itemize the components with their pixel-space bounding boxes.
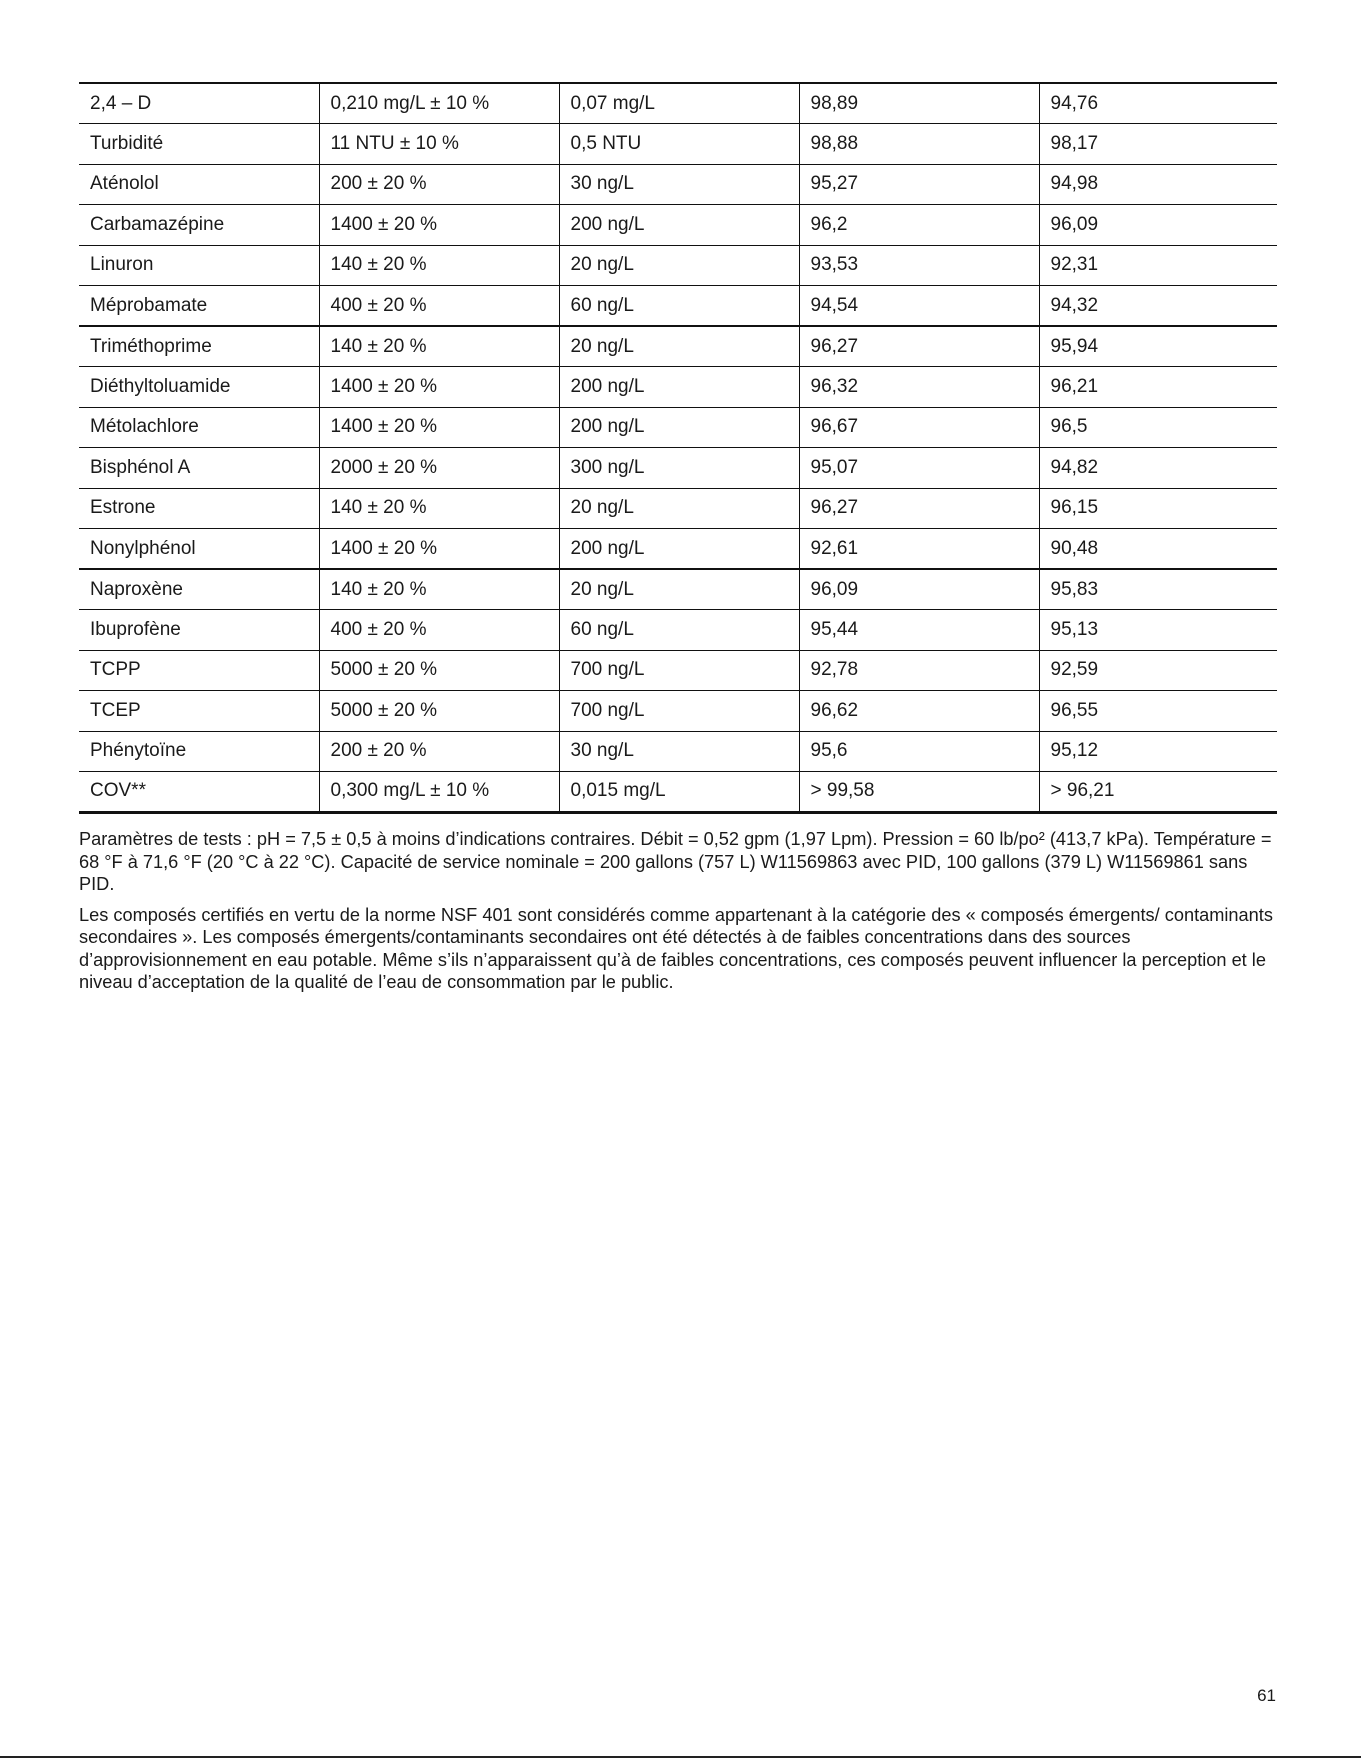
- reduction-avg-cell: > 99,58: [799, 772, 1039, 813]
- reduction-avg-cell: 96,09: [799, 569, 1039, 610]
- influent-challenge-cell: 140 ± 20 %: [319, 488, 559, 529]
- max-effluent-cell: 0,07 mg/L: [559, 83, 799, 124]
- contaminant-name-cell: Carbamazépine: [79, 205, 319, 246]
- reduction-avg-cell: 98,88: [799, 124, 1039, 165]
- max-effluent-cell: 60 ng/L: [559, 610, 799, 651]
- table-row: [79, 83, 1277, 124]
- table-row: [79, 488, 1277, 529]
- table-row: [79, 367, 1277, 408]
- max-effluent-cell: 700 ng/L: [559, 691, 799, 732]
- influent-challenge-cell: 11 NTU ± 10 %: [319, 124, 559, 165]
- contaminant-reduction-table: [79, 82, 1277, 814]
- reduction-avg-cell: 98,89: [799, 83, 1039, 124]
- max-effluent-cell: 0,015 mg/L: [559, 772, 799, 813]
- influent-challenge-cell: 0,300 mg/L ± 10 %: [319, 772, 559, 813]
- contaminant-name-cell: Bisphénol A: [79, 448, 319, 489]
- table-row: [79, 610, 1277, 651]
- max-effluent-cell: 20 ng/L: [559, 569, 799, 610]
- contaminant-name-cell: COV**: [79, 772, 319, 813]
- page-number: 61: [1257, 1686, 1276, 1705]
- bottom-rule: [0, 1756, 1361, 1758]
- influent-challenge-cell: 0,210 mg/L ± 10 %: [319, 83, 559, 124]
- reduction-min-cell: 94,32: [1039, 286, 1277, 327]
- reduction-min-cell: 95,83: [1039, 569, 1277, 610]
- table-row: [79, 569, 1277, 610]
- contaminant-name-cell: Nonylphénol: [79, 529, 319, 570]
- reduction-min-cell: 96,09: [1039, 205, 1277, 246]
- reduction-min-cell: 95,13: [1039, 610, 1277, 651]
- influent-challenge-cell: 140 ± 20 %: [319, 569, 559, 610]
- influent-challenge-cell: 140 ± 20 %: [319, 326, 559, 367]
- influent-challenge-cell: 400 ± 20 %: [319, 286, 559, 327]
- table-row: [79, 286, 1277, 327]
- reduction-avg-cell: 96,32: [799, 367, 1039, 408]
- max-effluent-cell: 200 ng/L: [559, 205, 799, 246]
- reduction-avg-cell: 93,53: [799, 245, 1039, 286]
- contaminant-name-cell: Turbidité: [79, 124, 319, 165]
- reduction-min-cell: 98,17: [1039, 124, 1277, 165]
- contaminant-name-cell: Linuron: [79, 245, 319, 286]
- influent-challenge-cell: 1400 ± 20 %: [319, 367, 559, 408]
- max-effluent-cell: 300 ng/L: [559, 448, 799, 489]
- reduction-min-cell: 96,5: [1039, 407, 1277, 448]
- table-row: [79, 650, 1277, 691]
- contaminant-name-cell: Métolachlore: [79, 407, 319, 448]
- reduction-min-cell: 96,21: [1039, 367, 1277, 408]
- influent-challenge-cell: 2000 ± 20 %: [319, 448, 559, 489]
- reduction-avg-cell: 95,6: [799, 731, 1039, 772]
- table-row: [79, 529, 1277, 570]
- reduction-avg-cell: 96,67: [799, 407, 1039, 448]
- max-effluent-cell: 20 ng/L: [559, 326, 799, 367]
- contaminant-name-cell: Diéthyltoluamide: [79, 367, 319, 408]
- reduction-avg-cell: 95,07: [799, 448, 1039, 489]
- reduction-avg-cell: 94,54: [799, 286, 1039, 327]
- max-effluent-cell: 200 ng/L: [559, 529, 799, 570]
- reduction-min-cell: 94,98: [1039, 164, 1277, 205]
- reduction-avg-cell: 95,44: [799, 610, 1039, 651]
- influent-challenge-cell: 1400 ± 20 %: [319, 407, 559, 448]
- influent-challenge-cell: 200 ± 20 %: [319, 731, 559, 772]
- reduction-avg-cell: 95,27: [799, 164, 1039, 205]
- reduction-min-cell: 92,59: [1039, 650, 1277, 691]
- reduction-min-cell: 94,76: [1039, 83, 1277, 124]
- notes-section: [79, 828, 1279, 1002]
- table-body: [79, 83, 1277, 812]
- table-row: [79, 691, 1277, 732]
- nsf401-statement: Les composés certifiés en vertu de la norme NSF 401 sont considérés comme appartenant à la catégorie des « composés émergents/ contaminants secondaires ». Les composés émergents/contaminants secondaires ont été détectés à de faibles concentrations dans des sources d’approvisionnement en eau potable. Même s’ils n’apparaissent qu’à de faibles concentrations, ces composés peuvent influencer la perception et le niveau d’acceptation de la qualité de l’eau de consommation par le public.: [79, 904, 1273, 992]
- reduction-min-cell: 94,82: [1039, 448, 1277, 489]
- reduction-avg-cell: 92,78: [799, 650, 1039, 691]
- contaminant-name-cell: TCEP: [79, 691, 319, 732]
- influent-challenge-cell: 200 ± 20 %: [319, 164, 559, 205]
- contaminant-name-cell: Estrone: [79, 488, 319, 529]
- influent-challenge-cell: 1400 ± 20 %: [319, 529, 559, 570]
- test-parameters-note: Paramètres de tests : pH = 7,5 ± 0,5 à moins d’indications contraires. Débit = 0,52 gpm (1,97 Lpm). Pression = 60 lb/po² (413,7 kPa). Température = 68 °F à 71,6 °F (20 °C à 22 °C). Capacité de service nominale = 200 gallons (757 L) W11569863 avec PID, 100 gallons (379 L) W11569861 sans PID.: [79, 829, 1272, 894]
- max-effluent-cell: 30 ng/L: [559, 164, 799, 205]
- influent-challenge-cell: 5000 ± 20 %: [319, 650, 559, 691]
- reduction-min-cell: 95,12: [1039, 731, 1277, 772]
- contaminant-name-cell: Méprobamate: [79, 286, 319, 327]
- contaminant-name-cell: Naproxène: [79, 569, 319, 610]
- contaminant-name-cell: 2,4 – D: [79, 83, 319, 124]
- reduction-min-cell: 92,31: [1039, 245, 1277, 286]
- table-row: [79, 448, 1277, 489]
- max-effluent-cell: 20 ng/L: [559, 245, 799, 286]
- max-effluent-cell: 200 ng/L: [559, 367, 799, 408]
- max-effluent-cell: 0,5 NTU: [559, 124, 799, 165]
- contaminant-name-cell: Phénytoïne: [79, 731, 319, 772]
- contaminant-name-cell: Aténolol: [79, 164, 319, 205]
- contaminant-name-cell: TCPP: [79, 650, 319, 691]
- influent-challenge-cell: 140 ± 20 %: [319, 245, 559, 286]
- max-effluent-cell: 20 ng/L: [559, 488, 799, 529]
- contaminant-name-cell: Triméthoprime: [79, 326, 319, 367]
- reduction-avg-cell: 92,61: [799, 529, 1039, 570]
- max-effluent-cell: 60 ng/L: [559, 286, 799, 327]
- max-effluent-cell: 700 ng/L: [559, 650, 799, 691]
- table-row: [79, 407, 1277, 448]
- reduction-min-cell: 95,94: [1039, 326, 1277, 367]
- influent-challenge-cell: 1400 ± 20 %: [319, 205, 559, 246]
- table-row: [79, 124, 1277, 165]
- reduction-avg-cell: 96,27: [799, 326, 1039, 367]
- reduction-min-cell: 96,55: [1039, 691, 1277, 732]
- influent-challenge-cell: 5000 ± 20 %: [319, 691, 559, 732]
- table-row: [79, 772, 1277, 813]
- reduction-min-cell: 90,48: [1039, 529, 1277, 570]
- max-effluent-cell: 200 ng/L: [559, 407, 799, 448]
- max-effluent-cell: 30 ng/L: [559, 731, 799, 772]
- reduction-avg-cell: 96,27: [799, 488, 1039, 529]
- table-row: [79, 164, 1277, 205]
- reduction-min-cell: > 96,21: [1039, 772, 1277, 813]
- table-row: [79, 731, 1277, 772]
- table-row: [79, 205, 1277, 246]
- influent-challenge-cell: 400 ± 20 %: [319, 610, 559, 651]
- contaminant-name-cell: Ibuprofène: [79, 610, 319, 651]
- table-row: [79, 245, 1277, 286]
- reduction-avg-cell: 96,2: [799, 205, 1039, 246]
- table-row: [79, 326, 1277, 367]
- reduction-avg-cell: 96,62: [799, 691, 1039, 732]
- reduction-min-cell: 96,15: [1039, 488, 1277, 529]
